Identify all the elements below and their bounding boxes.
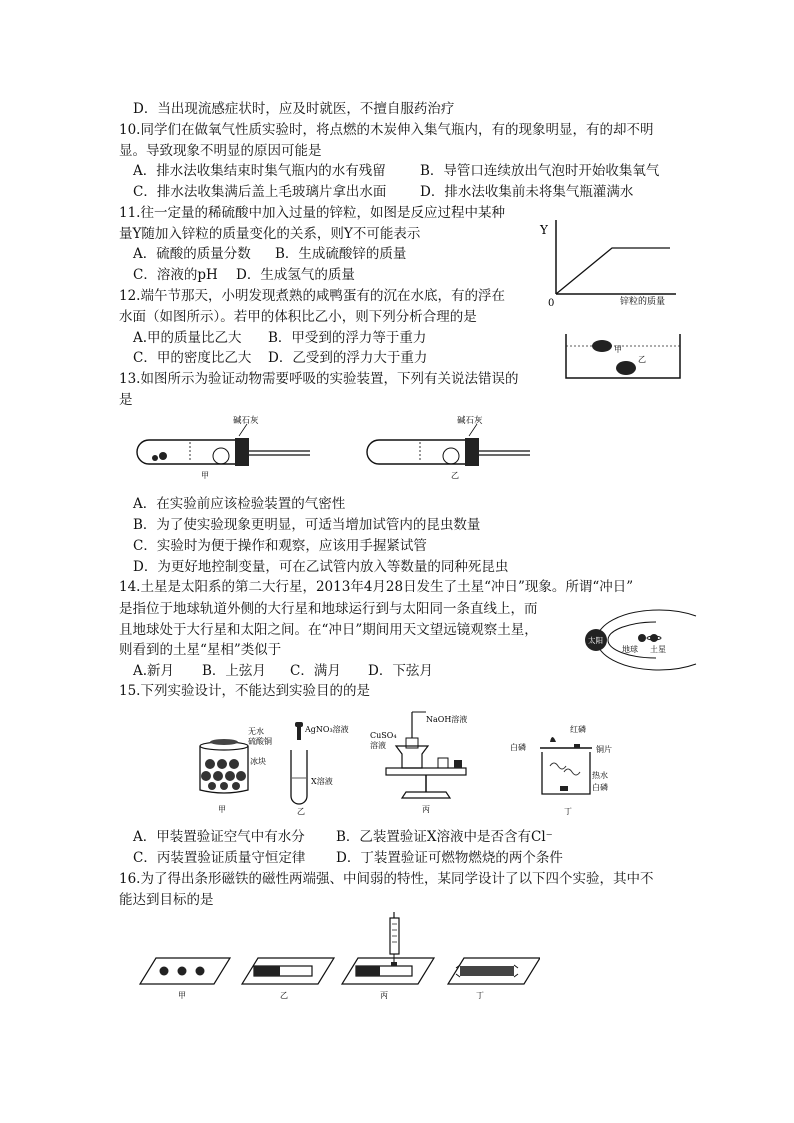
q15-label-naoh: NaOH溶液 [426, 715, 468, 724]
q13-label-jia: 甲 [201, 471, 209, 480]
q12-option-d: D．乙受到的浮力大于重力 [268, 350, 428, 366]
q14-option-c: C．满月 [290, 663, 341, 679]
q15-option-c: C．丙装置验证质量守恒定律 [133, 850, 306, 866]
q15-label-yi: 乙 [297, 807, 305, 816]
q16-magnet-iron-filings [460, 966, 514, 976]
q11-y-label: Y [540, 223, 548, 237]
q14-label-sun: 太阳 [588, 636, 603, 645]
q14-option-b: B．上弦月 [202, 663, 266, 679]
q16-stem-line1: 16.为了得出条形磁铁的磁性两端强、中间弱的特性，某同学设计了以下四个实验，其中不 [119, 871, 654, 887]
q15-label-copper: 铜片 [596, 745, 612, 754]
q15-label-white-p-2: 白磷 [592, 783, 608, 792]
q13-soda-lime-label-yi: 碱石灰 [457, 416, 483, 426]
q15-label-agno3: AgNO₃溶液 [305, 725, 349, 734]
q12-label-jia: 甲 [614, 345, 622, 354]
q15-label-anhydrous-1: 无水 [248, 727, 264, 736]
q13-tube-jia [135, 412, 335, 482]
q14-stem-line1: 14.土星是太阳系的第二大行星，2013年4月28日发生了土星“冲日”现象。所谓“冲日” [119, 579, 634, 595]
q11-origin-label: 0 [548, 298, 555, 309]
q12-option-a: A.甲的质量比乙大 [133, 330, 242, 346]
q10-option-a: A．排水法收集结束时集气瓶内的水有残留 [133, 163, 386, 179]
q12-label-yi: 乙 [638, 355, 646, 364]
q15-label-cuso4-2: 溶液 [370, 741, 386, 750]
q13-option-a: A．在实验前应该检验装置的气密性 [133, 496, 346, 512]
q11-option-a: A．硫酸的质量分数 [133, 246, 251, 262]
q12-egg-jia [592, 340, 612, 352]
q11-graph [536, 212, 686, 312]
q15-apparatus-ding [510, 722, 626, 818]
q13-stem-line2: 是 [119, 392, 133, 408]
q12-option-b: B．甲受到的浮力等于重力 [268, 330, 427, 346]
q15-anhydrous-cuso4 [210, 739, 238, 745]
q16-label-ding: 丁 [476, 991, 484, 1000]
q15-label-white-p-1: 白磷 [510, 743, 526, 752]
q15-beaker [396, 746, 428, 768]
q16-experiments-figure [130, 912, 540, 1002]
q14-orbit-figure [576, 606, 702, 674]
q12-stem-line2: 水面（如图所示）。若甲的体积比乙小，则下列分析合理的是 [119, 309, 477, 325]
q10-option-c: C．排水法收集满后盖上毛玻璃片拿出水面 [133, 184, 387, 200]
q15-label-bing: 丙 [422, 805, 430, 814]
q15-label-cuso4-1: CuSO₄ [370, 731, 397, 740]
q13-label-yi: 乙 [451, 471, 459, 480]
q10-option-d: D．排水法收集前未将集气瓶灌满水 [420, 184, 634, 200]
q14-earth [638, 634, 646, 642]
q16-label-yi: 乙 [280, 991, 288, 1000]
q11-option-b: B．生成硫酸锌的质量 [275, 246, 407, 262]
q13-option-b: B．为了使实验现象更明显，可适当增加试管内的昆虫数量 [133, 517, 481, 533]
q15-label-hot-water: 热水 [592, 771, 608, 780]
q13-stopper [235, 438, 249, 466]
q14-label-earth: 地球 [622, 645, 638, 654]
q14-option-a: A.新月 [133, 663, 175, 679]
q15-stem: 15.下列实验设计，不能达到实验目的的是 [119, 683, 370, 699]
q16-label-jia: 甲 [178, 991, 186, 1000]
q11-stem-line2: 量Y随加入锌粒的质量变化的关系，则Y不可能表示 [119, 226, 421, 242]
q11-stem-line1: 11.往一定量的稀硫酸中加入过量的锌粒，如图是反应过程中某种 [119, 205, 505, 221]
q13-stem-line1: 13.如图所示为验证动物需要呼吸的实验装置，下列有关说法错误的 [119, 371, 519, 387]
q11-x-label: 锌粒的质量 [620, 297, 666, 307]
q15-label-red-p: 红磷 [570, 725, 586, 734]
q15-option-b: B．乙装置验证X溶液中是否含有Cl⁻ [336, 829, 553, 845]
q13-insect [159, 452, 167, 460]
q15-apparatus-bing [368, 708, 484, 816]
q15-balance-beam [386, 768, 466, 775]
q15-label-x-solution: X溶液 [311, 777, 333, 786]
q14-saturn [650, 634, 658, 642]
q15-option-d: D．丁装置验证可燃物燃烧的两个条件 [336, 850, 563, 866]
q15-label-ice: 冰块 [250, 757, 266, 766]
q15-apparatus-yi [287, 722, 363, 816]
q13-option-c: C．实验时为便于操作和观察，应该用手握紧试管 [133, 538, 427, 554]
q14-stem-line2: 是指位于地球轨道外侧的大行星和地球运行到与太阳同一条直线上，而 [119, 601, 538, 617]
q13-tube-yi [365, 412, 545, 482]
q13-option-d: D．为更好地控制变量，可在乙试管内放入等数量的同种死昆虫 [133, 559, 509, 575]
q14-option-d: D．下弦月 [368, 663, 433, 679]
q12-option-c: C．甲的密度比乙大 [133, 350, 252, 366]
q15-option-a: A．甲装置验证空气中有水分 [133, 829, 305, 845]
q14-stem-line3: 且地球处于大行星和太阳之间。在“冲日”期间用天文望远镜观察土星， [119, 622, 538, 638]
q16-label-bing: 丙 [380, 991, 388, 1000]
q15-apparatus-jia [190, 720, 275, 816]
q10-option-b: B．导管口连续放出气泡时开始收集氧气 [420, 163, 660, 179]
q15-label-ding: 丁 [564, 807, 572, 816]
q13-soda-lime-label-jia: 碱石灰 [233, 416, 259, 426]
q11-option-d: D．生成氢气的质量 [236, 267, 355, 283]
q16-stem-line2: 能达到目标的是 [119, 892, 214, 908]
q14-label-saturn: 土星 [650, 645, 666, 654]
q15-label-anhydrous-2: 硫酸铜 [248, 737, 272, 746]
q12-stem-line1: 12.端午节那天，小明发现煮熟的咸鸭蛋有的沉在水底，有的浮在 [119, 288, 505, 304]
q10-stem-line1: 10.同学们在做氧气性质实验时，将点燃的木炭伸入集气瓶内，有的现象明显，有的却不明 [119, 122, 654, 138]
q15-label-jia: 甲 [218, 805, 226, 814]
q12-egg-yi [616, 361, 636, 375]
q9-option-d: D．当出现流感症状时，应及时就医，不擅自服药治疗 [133, 101, 455, 117]
q14-stem-line4: 则看到的土星“星相”类似于 [119, 642, 282, 658]
q10-stem-line2: 显。导致现象不明显的原因可能是 [119, 143, 322, 159]
q11-option-c: C．溶液的pH [133, 267, 218, 283]
q12-eggs-figure [562, 330, 684, 382]
